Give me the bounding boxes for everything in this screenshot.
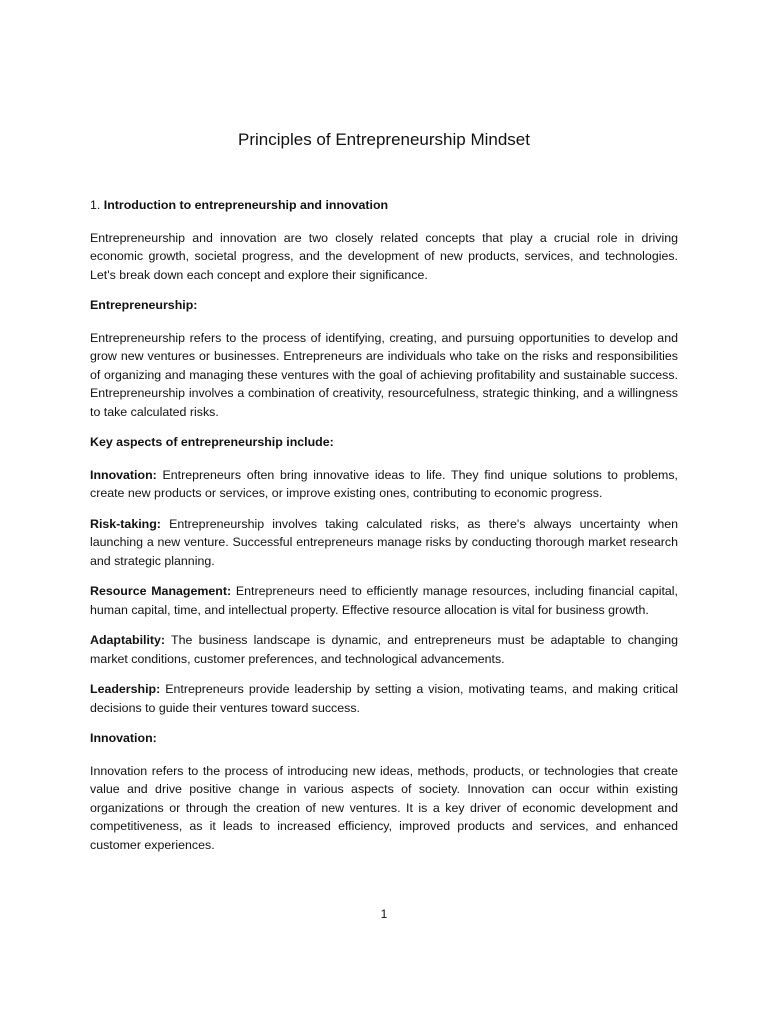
aspect-text: Entrepreneurship involves taking calculated risks, as there's always uncertainty when launching a new venture. Successful entrepreneurs manage risks by conducting thorough market research and strategic planning. — [90, 516, 678, 568]
aspect-label: Risk-taking: — [90, 516, 161, 531]
intro-paragraph: Entrepreneurship and innovation are two closely related concepts that play a crucial role in driving economic growth, societal progress, and the development of new products, services, and technologies. Let's break down each concept and explore their significance. — [90, 230, 678, 282]
aspect-resource-management — [90, 582, 678, 619]
aspect-adaptability — [90, 631, 678, 668]
aspect-text: Entrepreneurs need to efficiently manage resources, including financial capital, human capital, time, and intellectual property. Effective resource allocation is vital for business growth. — [90, 584, 678, 617]
key-aspects-heading: Key aspects of entrepreneurship include: — [90, 435, 334, 449]
innovation-heading: Innovation: — [90, 731, 157, 745]
aspect-label: Adaptability: — [90, 633, 166, 647]
entrepreneurship-heading: Entrepreneurship: — [90, 298, 198, 312]
aspect-leadership — [90, 680, 678, 717]
entrepreneurship-paragraph: Entrepreneurship refers to the process of identifying, creating, and pursuing opportunities to develop and grow new ventures or businesses. Entrepreneurs are individuals who take on the risks and responsibilities of organizing and managing these ventures with the goal of achieving profitability and sustainable success. Entrepreneurship involves a combination of creativity, resourcefulness, strategic thinking, and a willingness to take calculated risks. — [90, 330, 678, 419]
aspect-risk-taking — [90, 515, 678, 571]
aspect-label: Innovation: — [90, 467, 157, 482]
section-number: 1. — [90, 198, 104, 212]
page-number: 1 — [380, 907, 388, 921]
aspect-label: Leadership: — [90, 682, 161, 696]
aspect-text: Entrepreneurs often bring innovative ideas to life. They find unique solutions to problems, create new products or services, or improve existing ones, contributing to economic progress. — [90, 467, 678, 500]
document-title: Principles of Entrepreneurship Mindset — [238, 130, 530, 149]
section-heading — [90, 196, 678, 215]
aspect-label: Resource Management: — [90, 584, 232, 598]
aspect-text: The business landscape is dynamic, and entrepreneurs must be adaptable to changing market conditions, customer preferences, and technological advancements. — [90, 633, 678, 666]
section-heading-text: Introduction to entrepreneurship and innovation — [103, 198, 389, 212]
aspect-innovation — [90, 466, 678, 503]
document-body — [90, 196, 678, 866]
aspect-text: Entrepreneurs provide leadership by setting a vision, motivating teams, and making critical decisions to guide their ventures toward success. — [90, 682, 678, 715]
innovation-paragraph: Innovation refers to the process of introducing new ideas, methods, products, or technologies that create value and drive positive change in various aspects of society. Innovation can occur within existing organizations or through the creation of new ventures. It is a key driver of economic development and competitiveness, as it leads to increased efficiency, improved products and services, and enhanced customer experiences. — [90, 763, 678, 852]
